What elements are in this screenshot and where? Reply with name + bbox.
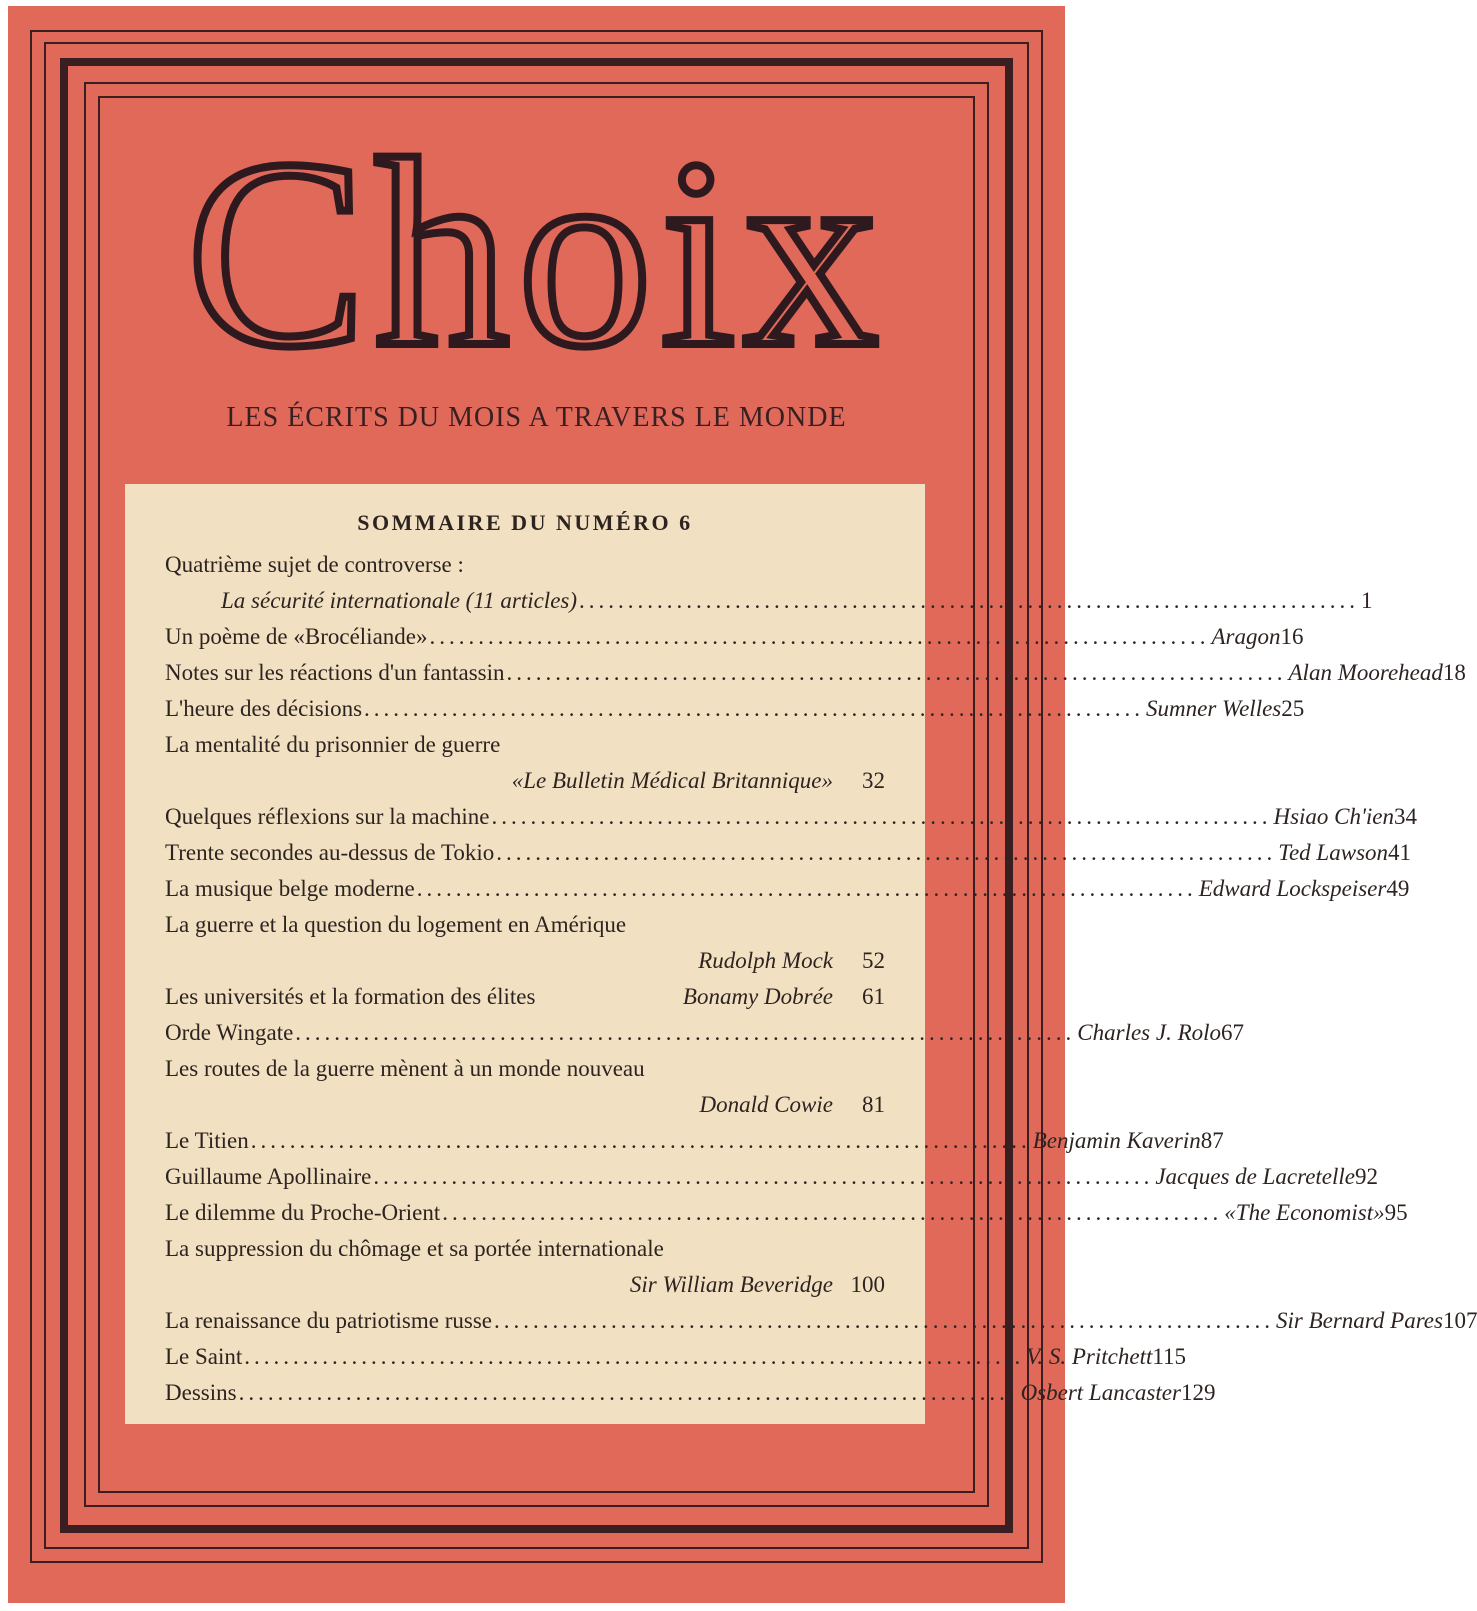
leader-dots: ................................................................................ [579,588,1360,613]
table-of-contents [165,552,1477,1416]
toc-entry-page: 61 [862,984,885,1009]
toc-entry[interactable] [165,948,885,984]
toc-entry-author: Alan Moorehead [1288,660,1443,685]
toc-entry[interactable] [165,1092,885,1128]
toc-entry[interactable] [165,1056,885,1092]
masthead-title: Choix [186,104,887,403]
toc-entry[interactable] [165,1380,1216,1416]
toc-entry-page: 95 [1384,1200,1408,1225]
toc-entry-title: Le Titien [165,1128,249,1153]
toc-entry-title: L'heure des décisions [165,696,363,721]
toc-entry-author: «Le Bulletin Médical Britannique» [511,768,833,793]
toc-entry-page: 67 [1221,1020,1245,1045]
toc-entry-page: 1 [1361,588,1373,613]
toc-entry-title: Les routes de la guerre mènent à un monde nouveau [165,1056,645,1081]
toc-entry-title: Dessins [165,1380,237,1405]
toc-entry-title: Guillaume Apollinaire [165,1164,372,1189]
toc-entry-title: La guerre et la question du logement en Amérique [165,912,627,937]
leader-dots: ................................................................................ [295,1020,1076,1045]
toc-entry-page: 25 [1281,696,1305,721]
contents-heading: SOMMAIRE DU NUMÉRO 6 [357,510,693,535]
leader-dots: ................................................................................ [496,840,1277,865]
leader-dots: ................................................................................ [238,1380,1019,1405]
toc-entry-page: 100 [850,1272,885,1297]
toc-entry-title: Le Saint [165,1344,243,1369]
toc-entry-page: 129 [1180,1380,1216,1405]
toc-entry[interactable] [165,804,1418,840]
leader-dots: ................................................................................ [442,1200,1223,1225]
toc-entry-page: 52 [862,948,885,973]
toc-entry-title: Un poème de «Brocéliande» [165,624,428,649]
toc-entry[interactable] [165,588,1373,624]
toc-entry-author: V. S. Pritchett [1026,1344,1153,1369]
toc-entry-author: Ted Lawson [1278,840,1389,865]
toc-entry-author: Osbert Lancaster [1020,1380,1181,1405]
toc-entry-author: Benjamin Kaverin [1032,1128,1201,1153]
toc-entry-page: 32 [862,768,885,793]
toc-entry-title: Les universités et la formation des élites [165,984,536,1009]
tagline: LES ÉCRITS DU MOIS A TRAVERS LE MONDE [226,402,847,433]
leader-dots: ................................................................................ [373,1164,1154,1189]
toc-entry-page: 16 [1280,624,1304,649]
toc-entry-title: Le dilemme du Proche-Orient [165,1200,441,1225]
toc-entry-page: 18 [1442,660,1466,685]
toc-entry-author: Aragon [1211,624,1281,649]
toc-entry-page: 34 [1394,804,1418,829]
toc-entry-title: Quelques réflexions sur la machine [165,804,490,829]
toc-entry-page: 49 [1386,876,1410,901]
leader-dots: ................................................................................ [416,876,1197,901]
toc-entry-page: 92 [1355,1164,1379,1189]
toc-entry-title: Orde Wingate [165,1020,294,1045]
toc-entry[interactable] [165,1344,1187,1380]
toc-entry-author: Sir Bernard Pares [1276,1308,1443,1333]
leader-dots: ................................................................................ [491,804,1272,829]
leader-dots: ................................................................................ [364,696,1145,721]
toc-entry-title: La mentalité du prisonnier de guerre [165,732,501,757]
toc-entry[interactable] [165,1128,1224,1164]
toc-entry-title: Trente secondes au-dessus de Tokio [165,840,495,865]
leader-dots: ................................................................................ [250,1128,1031,1153]
toc-entry-author: Sumner Welles [1146,696,1282,721]
toc-entry-author: Jacques de Lacretelle [1155,1164,1356,1189]
toc-entry[interactable] [165,552,885,588]
magazine-cover [8,6,1477,1603]
toc-entry[interactable] [165,696,1305,732]
toc-entry-page: 81 [862,1092,885,1117]
toc-entry-author: Hsiao Ch'ien [1273,804,1395,829]
toc-entry-page: 107 [1442,1308,1477,1333]
leader-dots: ................................................................................ [429,624,1210,649]
toc-entry[interactable] [165,1308,1477,1344]
toc-entry-page: 115 [1152,1344,1187,1369]
toc-entry-title: La suppression du chômage et sa portée internationale [165,1236,664,1261]
toc-entry-page: 41 [1388,840,1412,865]
toc-entry[interactable] [165,1164,1379,1200]
toc-entry-title: La renaissance du patriotisme russe [165,1308,492,1333]
toc-entry-author: Charles J. Rolo [1077,1020,1222,1045]
toc-entry-title: La sécurité internationale (11 articles) [221,588,578,613]
toc-entry[interactable] [165,1020,1245,1056]
toc-entry[interactable] [165,840,1412,876]
toc-entry-author: «The Economist» [1224,1200,1385,1225]
toc-entry-author: Donald Cowie [699,1092,833,1117]
toc-entry[interactable] [165,1272,885,1308]
toc-entry[interactable] [165,1200,1408,1236]
leader-dots: ................................................................................ [506,660,1287,685]
toc-entry[interactable] [165,1236,885,1272]
toc-entry-author: Sir William Beveridge [629,1272,833,1297]
toc-entry-author: Edward Lockspeiser [1198,876,1387,901]
contents-panel [125,484,1477,1424]
toc-entry[interactable] [165,984,885,1020]
toc-entry-page: 87 [1200,1128,1224,1153]
toc-entry[interactable] [165,912,885,948]
leader-dots: ................................................................................ [494,1308,1274,1333]
toc-entry[interactable] [165,624,1304,660]
toc-entry-author: Bonamy Dobrée [682,984,833,1009]
toc-entry-title: Quatrième sujet de controverse : [165,552,464,577]
toc-entry-title: La musique belge moderne [165,876,415,901]
toc-entry-author: Rudolph Mock [698,948,833,973]
toc-entry[interactable] [165,732,885,768]
toc-entry-title: Notes sur les réactions d'un fantassin [165,660,505,685]
toc-entry[interactable] [165,876,1410,912]
toc-entry[interactable] [165,660,1466,696]
toc-entry[interactable] [165,768,885,804]
leader-dots: ................................................................................ [244,1344,1025,1369]
